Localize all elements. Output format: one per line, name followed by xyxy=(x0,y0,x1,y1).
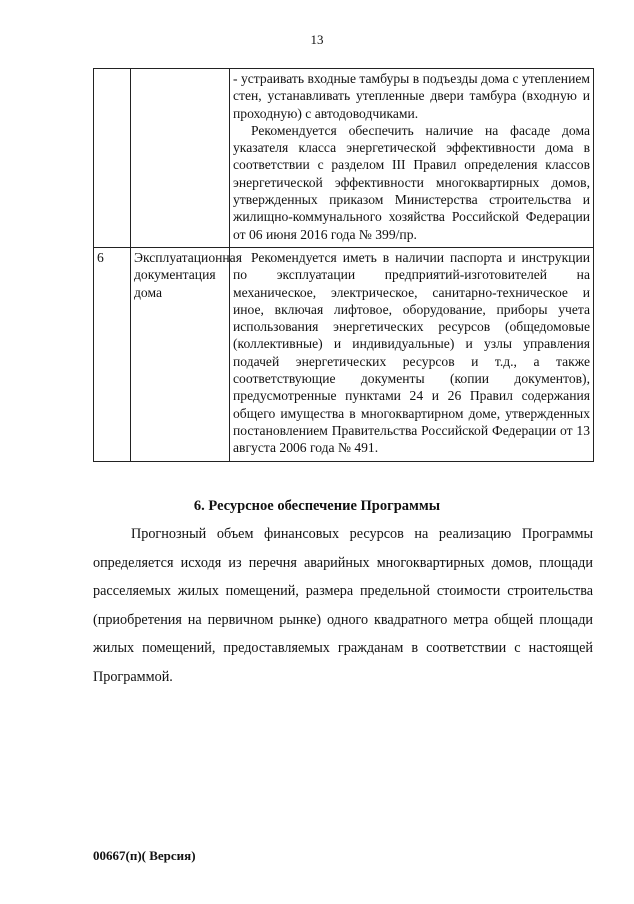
row-content-cell xyxy=(230,247,594,461)
table-row xyxy=(94,247,594,461)
table-row xyxy=(94,69,594,248)
table-paragraph: Рекомендуется обеспечить наличие на фасаде дома указателя класса энергетической эффективности дома в соответствии с разделом III Правил определения классов энергетической эффективности многоквартирных домов, утвержденных приказом Министерства строительства и жилищно-коммунального хозяйства Российской Федерации от 06 июня 2016 года № 399/пр. xyxy=(233,122,590,242)
table-paragraph: Рекомендуется иметь в наличии паспорта и инструкции по эксплуатации предприятий-изготовителей на механическое, электрическое, санитарно-техническое и иное, включая лифтовое, оборудование, приборы учета использования энергетических ресурсов (общедомовые (коллективные) и индивидуальные) и узлы управления подачей энергетических ресурсов и т.д., а также соответствующие документы (копии документов), предусмотренные пунктами 24 и 26 Правил содержания общего имущества в многоквартирном доме, утвержденных постановлением Правительства Российской Федерации от 13 августа 2006 года № 491. xyxy=(233,249,590,456)
row-title-cell xyxy=(131,69,230,248)
section-title: 6. Ресурсное обеспечение Программы xyxy=(193,498,441,514)
row-title-cell: Эксплуатационная документация дома xyxy=(131,247,230,461)
document-version-footer: 00667(п)( Версия) xyxy=(93,848,196,863)
section-paragraph: Прогнозный объем финансовых ресурсов на реализацию Программы определяется исходя из перечня аварийных многоквартирных домов, площади расселяемых жилых помещений, размера предельной стоимости строительства (приобретения на первичном рынке) одного квадратного метра общей площади жилых помещений, предоставляемых гражданам в соответствии с настоящей Программой. xyxy=(93,526,593,685)
page-number: 13 xyxy=(310,32,324,47)
row-number-cell: 6 xyxy=(94,247,131,461)
row-content-cell xyxy=(230,69,594,248)
content-table xyxy=(93,68,594,462)
row-number-cell xyxy=(94,69,131,248)
table-paragraph: - устраивать входные тамбуры в подъезды дома с утеплением стен, устанавливать утепленные двери тамбура (входную и проходную) с автодоводчиками. xyxy=(233,71,590,121)
